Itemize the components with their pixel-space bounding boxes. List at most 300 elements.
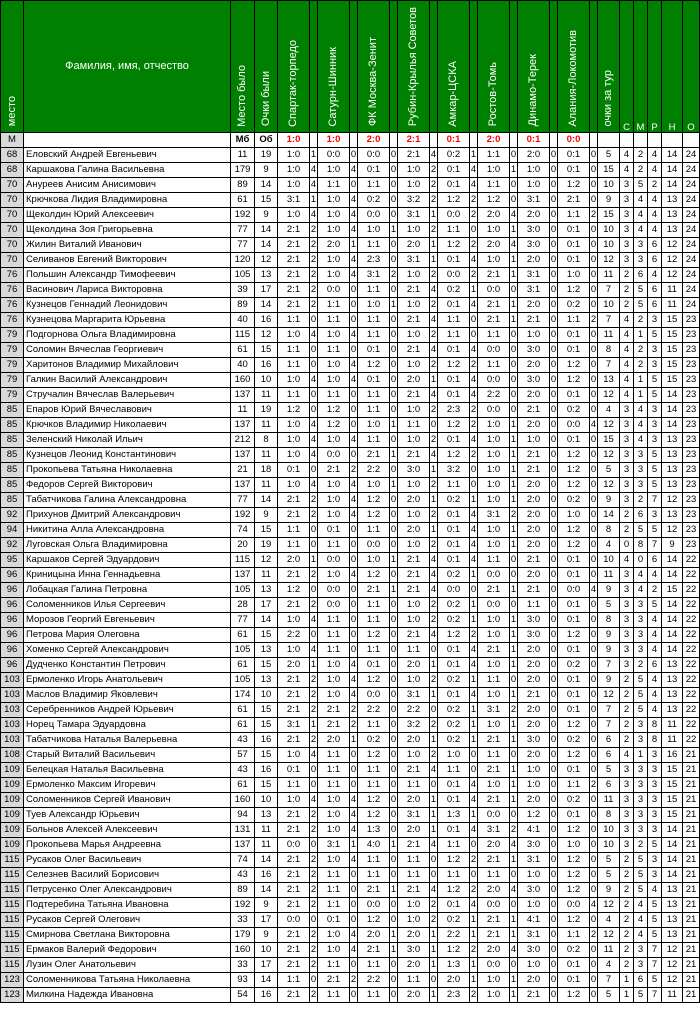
forecast-points-1: 2 <box>310 253 318 268</box>
forecast-6: 1:1 <box>478 553 510 568</box>
forecast-points-6: 1 <box>510 493 518 508</box>
forecast-3: 0:0 <box>358 688 390 703</box>
forecast-2: 0:1 <box>318 523 350 538</box>
forecast-5: 0:2 <box>438 148 470 163</box>
table-row <box>1 583 700 598</box>
forecast-points-8: 0 <box>590 868 598 883</box>
forecast-points-6: 0 <box>510 388 518 403</box>
forecast-2: 1:2 <box>318 403 350 418</box>
forecast-points-8: 0 <box>590 508 598 523</box>
forecast-points-4: 4 <box>430 553 438 568</box>
place-was: 131 <box>231 823 255 838</box>
forecast-points-7: 0 <box>550 388 558 403</box>
forecast-points-6: 0 <box>510 898 518 913</box>
forecast-1: 1:1 <box>278 538 310 553</box>
forecast-points-4: 2 <box>430 613 438 628</box>
stat-s: 4 <box>620 343 634 358</box>
forecast-7: 2:1 <box>518 553 550 568</box>
forecast-points-4: 1 <box>430 373 438 388</box>
participant-name: Харитонов Владимир Михайлович <box>24 358 231 373</box>
header-match-2: Сатурн-Шинник <box>318 1 350 133</box>
place-cell: 115 <box>1 928 24 943</box>
stat-m: 2 <box>634 358 648 373</box>
forecast-7: 1:0 <box>518 763 550 778</box>
place-cell: 103 <box>1 703 24 718</box>
forecast-points-1: 4 <box>310 328 318 343</box>
forecast-points-6: 2 <box>510 703 518 718</box>
forecast-points-8: 0 <box>590 613 598 628</box>
stat-s: 2 <box>620 868 634 883</box>
forecast-points-2: 4 <box>350 853 358 868</box>
forecast-points-3: 0 <box>390 433 398 448</box>
forecast-5: 0:0 <box>438 208 470 223</box>
forecast-2: 0:0 <box>318 598 350 613</box>
forecast-3: 1:1 <box>358 763 390 778</box>
place-was: 192 <box>231 898 255 913</box>
place-was: 160 <box>231 373 255 388</box>
stat-s: 2 <box>620 898 634 913</box>
stat-s: 3 <box>620 568 634 583</box>
tour-points: 10 <box>598 553 620 568</box>
participant-name: Хоменко Сергей Александрович <box>24 643 231 658</box>
forecast-3: 1:1 <box>358 988 390 1003</box>
participant-name: Федоров Сергей Викторович <box>24 478 231 493</box>
stat-s: 3 <box>620 463 634 478</box>
points-were: 12 <box>255 553 278 568</box>
forecast-6: 1:0 <box>478 658 510 673</box>
place-was: 137 <box>231 838 255 853</box>
stat-m: 3 <box>634 253 648 268</box>
forecast-points-3: 0 <box>390 808 398 823</box>
forecast-points-7: 0 <box>550 538 558 553</box>
place-was: 39 <box>231 283 255 298</box>
forecast-points-7: 0 <box>550 403 558 418</box>
points-were: 19 <box>255 538 278 553</box>
place-cell: 109 <box>1 808 24 823</box>
forecast-points-5: 4 <box>470 823 478 838</box>
points-were: 16 <box>255 868 278 883</box>
forecast-points-5: 0 <box>470 838 478 853</box>
forecast-7: 1:0 <box>518 163 550 178</box>
forecast-4: 2:1 <box>398 628 430 643</box>
stat-m: 5 <box>634 853 648 868</box>
forecast-points-8: 0 <box>590 358 598 373</box>
forecast-points-2: 4 <box>350 208 358 223</box>
forecast-points-4: 1 <box>430 688 438 703</box>
forecast-points-5: 4 <box>470 553 478 568</box>
forecast-points-7: 0 <box>550 703 558 718</box>
stat-n: 13 <box>662 478 683 493</box>
stat-n: 13 <box>662 703 683 718</box>
place-cell: 79 <box>1 358 24 373</box>
forecast-points-3: 0 <box>390 508 398 523</box>
participant-name: Белецкая Наталья Васильевна <box>24 763 231 778</box>
forecast-5: 1:1 <box>438 838 470 853</box>
place-was: 137 <box>231 568 255 583</box>
forecast-points-8: 0 <box>590 853 598 868</box>
forecast-points-6: 1 <box>510 253 518 268</box>
stat-o: 24 <box>683 178 700 193</box>
forecast-points-7: 0 <box>550 163 558 178</box>
forecast-1: 1:0 <box>278 448 310 463</box>
stat-r: 5 <box>648 913 662 928</box>
stat-m: 6 <box>634 508 648 523</box>
forecast-7: 1:0 <box>518 868 550 883</box>
forecast-points-6: 0 <box>510 148 518 163</box>
forecast-points-2: 0 <box>350 178 358 193</box>
forecast-points-3: 0 <box>390 748 398 763</box>
forecast-8: 1:2 <box>558 718 590 733</box>
forecast-6: 1:0 <box>478 418 510 433</box>
stat-o: 24 <box>683 283 700 298</box>
tour-points: 11 <box>598 793 620 808</box>
forecast-7: 1:0 <box>518 958 550 973</box>
forecast-3: 1:1 <box>358 388 390 403</box>
stat-m: 3 <box>634 808 648 823</box>
forecast-3: 2:1 <box>358 883 390 898</box>
table-row <box>1 373 700 388</box>
forecast-1: 3:1 <box>278 193 310 208</box>
stat-r: 4 <box>648 568 662 583</box>
header-name: Фамилия, имя, отчество <box>24 1 231 133</box>
stat-o: 22 <box>683 733 700 748</box>
forecast-points-8: 0 <box>590 193 598 208</box>
stat-n: 11 <box>662 283 683 298</box>
forecast-points-3: 0 <box>390 763 398 778</box>
forecast-points-7: 0 <box>550 688 558 703</box>
place-cell: 115 <box>1 853 24 868</box>
forecast-points-2: 0 <box>350 298 358 313</box>
forecast-2: 1:0 <box>318 508 350 523</box>
stat-o: 22 <box>683 598 700 613</box>
points-were: 13 <box>255 583 278 598</box>
forecast-points-3: 2 <box>390 268 398 283</box>
forecast-5: 2:0 <box>438 973 470 988</box>
stat-m: 5 <box>634 523 648 538</box>
forecast-points-6: 1 <box>510 418 518 433</box>
forecast-4: 2:1 <box>398 343 430 358</box>
forecast-3: 1:2 <box>358 673 390 688</box>
tour-points: 9 <box>598 883 620 898</box>
forecast-points-6: 0 <box>510 178 518 193</box>
tour-points: 12 <box>598 388 620 403</box>
table-row <box>1 403 700 418</box>
forecast-7: 1:1 <box>518 598 550 613</box>
stat-r: 5 <box>648 463 662 478</box>
stat-r: 5 <box>648 523 662 538</box>
forecast-points-6: 1 <box>510 853 518 868</box>
participant-name: Лобацкая Галина Петровна <box>24 583 231 598</box>
stat-m: 3 <box>634 613 648 628</box>
forecast-5: 1:1 <box>438 763 470 778</box>
place-was: 137 <box>231 388 255 403</box>
stat-s: 2 <box>620 703 634 718</box>
forecast-points-5: 0 <box>470 223 478 238</box>
forecast-1: 1:0 <box>278 748 310 763</box>
participant-name: Крючкова Лидия Владимировна <box>24 193 231 208</box>
points-were: 18 <box>255 463 278 478</box>
header-stat-o: О <box>683 1 700 133</box>
forecast-points-7: 0 <box>550 313 558 328</box>
forecast-7: 2:0 <box>518 523 550 538</box>
forecast-points-5: 1 <box>470 928 478 943</box>
forecast-1: 1:0 <box>278 178 310 193</box>
forecast-2: 1:0 <box>318 478 350 493</box>
forecast-points-8: 0 <box>590 373 598 388</box>
forecast-points-5: 2 <box>470 853 478 868</box>
forecast-points-4: 0 <box>430 703 438 718</box>
forecast-points-3: 0 <box>390 703 398 718</box>
forecast-2: 1:0 <box>318 253 350 268</box>
forecast-2: 1:0 <box>318 943 350 958</box>
tour-points: 9 <box>598 673 620 688</box>
stat-n: 12 <box>662 958 683 973</box>
forecast-points-3: 1 <box>390 883 398 898</box>
forecast-6: 3:1 <box>478 823 510 838</box>
forecast-points-1: 2 <box>310 733 318 748</box>
stat-r: 7 <box>648 943 662 958</box>
forecast-points-1: 2 <box>310 868 318 883</box>
forecast-7: 1:0 <box>518 178 550 193</box>
table-row <box>1 568 700 583</box>
stat-r: 7 <box>648 538 662 553</box>
points-were: 12 <box>255 253 278 268</box>
forecast-2: 1:1 <box>318 883 350 898</box>
forecast-1: 1:0 <box>278 328 310 343</box>
forecast-4: 2:1 <box>398 148 430 163</box>
forecast-points-2: 0 <box>350 958 358 973</box>
stat-o: 23 <box>683 478 700 493</box>
forecast-5: 0:1 <box>438 178 470 193</box>
forecast-points-2: 4 <box>350 943 358 958</box>
forecast-4: 2:1 <box>398 313 430 328</box>
forecast-1: 2:1 <box>278 508 310 523</box>
stat-r: 3 <box>648 313 662 328</box>
forecast-4: 1:0 <box>398 178 430 193</box>
forecast-points-7: 0 <box>550 148 558 163</box>
forecast-points-4: 2 <box>430 298 438 313</box>
forecast-points-8: 0 <box>590 448 598 463</box>
place-cell: 96 <box>1 583 24 598</box>
stat-s: 2 <box>620 523 634 538</box>
forecast-4: 1:1 <box>398 418 430 433</box>
stat-n: 15 <box>662 328 683 343</box>
forecast-points-7: 0 <box>550 553 558 568</box>
forecast-points-1: 2 <box>310 898 318 913</box>
forecast-points-5: 4 <box>470 898 478 913</box>
forecast-points-5: 2 <box>470 358 478 373</box>
place-was: 105 <box>231 643 255 658</box>
stat-n: 14 <box>662 823 683 838</box>
forecast-points-1: 0 <box>310 388 318 403</box>
tour-points: 11 <box>598 268 620 283</box>
forecast-points-6: 0 <box>510 283 518 298</box>
stat-r: 3 <box>648 403 662 418</box>
forecast-points-2: 4 <box>350 193 358 208</box>
stat-o: 24 <box>683 208 700 223</box>
stat-r: 3 <box>648 508 662 523</box>
forecast-points-6: 0 <box>510 193 518 208</box>
place-cell: 76 <box>1 283 24 298</box>
place-cell: 68 <box>1 148 24 163</box>
stat-o: 22 <box>683 673 700 688</box>
stat-m: 3 <box>634 478 648 493</box>
tour-points: 13 <box>598 373 620 388</box>
forecast-6: 2:0 <box>478 883 510 898</box>
forecast-3: 0:0 <box>358 538 390 553</box>
header-stat-m: М <box>634 1 648 133</box>
forecast-7: 2:0 <box>518 358 550 373</box>
place-was: 11 <box>231 148 255 163</box>
forecast-points-8: 0 <box>590 268 598 283</box>
tour-points: 8 <box>598 808 620 823</box>
table-row <box>1 988 700 1003</box>
forecast-points-8: 0 <box>590 403 598 418</box>
forecast-points-7: 0 <box>550 958 558 973</box>
stat-m: 2 <box>634 493 648 508</box>
forecast-points-3: 0 <box>390 463 398 478</box>
stat-r: 4 <box>648 223 662 238</box>
forecast-points-1: 2 <box>310 853 318 868</box>
forecast-points-2: 0 <box>350 613 358 628</box>
stat-m: 3 <box>634 733 648 748</box>
place-cell: 92 <box>1 508 24 523</box>
forecast-6: 1:0 <box>478 478 510 493</box>
forecast-points-2: 4 <box>350 433 358 448</box>
forecast-points-2: 1 <box>350 838 358 853</box>
tour-points: 7 <box>598 358 620 373</box>
table-row <box>1 688 700 703</box>
forecast-2: 1:1 <box>318 343 350 358</box>
stat-m: 6 <box>634 973 648 988</box>
forecast-points-6: 0 <box>510 958 518 973</box>
stat-r: 4 <box>648 148 662 163</box>
forecast-points-6: 1 <box>510 583 518 598</box>
forecast-points-3: 0 <box>390 493 398 508</box>
stat-n: 13 <box>662 673 683 688</box>
place-was: 174 <box>231 688 255 703</box>
points-were: 17 <box>255 598 278 613</box>
forecast-6: 0:0 <box>478 958 510 973</box>
forecast-points-6: 0 <box>510 568 518 583</box>
forecast-4: 2:0 <box>398 823 430 838</box>
forecast-6: 1:0 <box>478 718 510 733</box>
stat-r: 3 <box>648 868 662 883</box>
participant-name: Прокопьева Татьяна Николаевна <box>24 463 231 478</box>
place-was: 28 <box>231 598 255 613</box>
forecast-3: 4:0 <box>358 838 390 853</box>
forecast-3: 1:1 <box>358 523 390 538</box>
forecast-8: 1:2 <box>558 358 590 373</box>
forecast-8: 0:2 <box>558 298 590 313</box>
forecast-8: 1:1 <box>558 208 590 223</box>
forecast-1: 2:1 <box>278 958 310 973</box>
forecast-points-1: 0 <box>310 838 318 853</box>
forecast-4: 2:0 <box>398 523 430 538</box>
stat-n: 11 <box>662 988 683 1003</box>
place-cell: 96 <box>1 643 24 658</box>
forecast-points-1: 0 <box>310 523 318 538</box>
tour-points: 10 <box>598 823 620 838</box>
forecast-points-4: 0 <box>430 778 438 793</box>
forecast-points-1: 4 <box>310 163 318 178</box>
stat-o: 21 <box>683 748 700 763</box>
place-cell: 115 <box>1 913 24 928</box>
forecast-6: 1:0 <box>478 523 510 538</box>
stat-r: 6 <box>648 283 662 298</box>
forecast-points-7: 0 <box>550 433 558 448</box>
tour-points: 12 <box>598 418 620 433</box>
forecast-points-1: 2 <box>310 493 318 508</box>
stat-o: 23 <box>683 403 700 418</box>
forecast-points-7: 0 <box>550 568 558 583</box>
forecast-points-6: 0 <box>510 328 518 343</box>
forecast-3: 2:1 <box>358 583 390 598</box>
stat-n: 14 <box>662 148 683 163</box>
forecast-points-2: 0 <box>350 418 358 433</box>
points-were: 19 <box>255 148 278 163</box>
forecast-6: 1:2 <box>478 193 510 208</box>
place-was: 93 <box>231 973 255 988</box>
tour-points: 9 <box>598 628 620 643</box>
forecast-4: 1:0 <box>398 478 430 493</box>
forecast-7: 2:0 <box>518 253 550 268</box>
table-row <box>1 718 700 733</box>
forecast-points-3: 0 <box>390 898 398 913</box>
forecast-7: 3:0 <box>518 943 550 958</box>
place-cell: 103 <box>1 673 24 688</box>
forecast-points-1: 4 <box>310 793 318 808</box>
forecast-points-4: 0 <box>430 418 438 433</box>
stat-s: 3 <box>620 808 634 823</box>
forecast-4: 3:1 <box>398 208 430 223</box>
table-row <box>1 193 700 208</box>
forecast-points-5: 2 <box>470 193 478 208</box>
forecast-5: 0:1 <box>438 388 470 403</box>
forecast-6: 1:0 <box>478 163 510 178</box>
forecast-points-8: 0 <box>590 688 598 703</box>
stat-m: 3 <box>634 598 648 613</box>
forecast-8: 1:2 <box>558 913 590 928</box>
stat-m: 5 <box>634 988 648 1003</box>
forecast-points-6: 1 <box>510 793 518 808</box>
tour-points: 15 <box>598 208 620 223</box>
forecast-points-7: 0 <box>550 358 558 373</box>
forecast-points-5: 2 <box>470 943 478 958</box>
points-were: 8 <box>255 433 278 448</box>
forecast-3: 1:1 <box>358 778 390 793</box>
place-cell: 96 <box>1 658 24 673</box>
forecast-points-5: 4 <box>470 523 478 538</box>
forecast-7: 2:0 <box>518 508 550 523</box>
stat-s: 2 <box>620 883 634 898</box>
forecast-points-8: 0 <box>590 628 598 643</box>
forecast-points-7: 0 <box>550 478 558 493</box>
stat-s: 2 <box>620 733 634 748</box>
forecast-points-4: 4 <box>430 388 438 403</box>
points-were: 11 <box>255 388 278 403</box>
forecast-7: 2:0 <box>518 973 550 988</box>
stat-n: 15 <box>662 763 683 778</box>
forecast-points-5: 1 <box>470 733 478 748</box>
place-was: 77 <box>231 613 255 628</box>
forecast-2: 0:0 <box>318 553 350 568</box>
forecast-points-8: 2 <box>590 928 598 943</box>
forecast-8: 0:1 <box>558 673 590 688</box>
match-result: 1:0 <box>278 133 310 148</box>
forecast-points-1: 2 <box>310 568 318 583</box>
forecast-points-7: 0 <box>550 253 558 268</box>
